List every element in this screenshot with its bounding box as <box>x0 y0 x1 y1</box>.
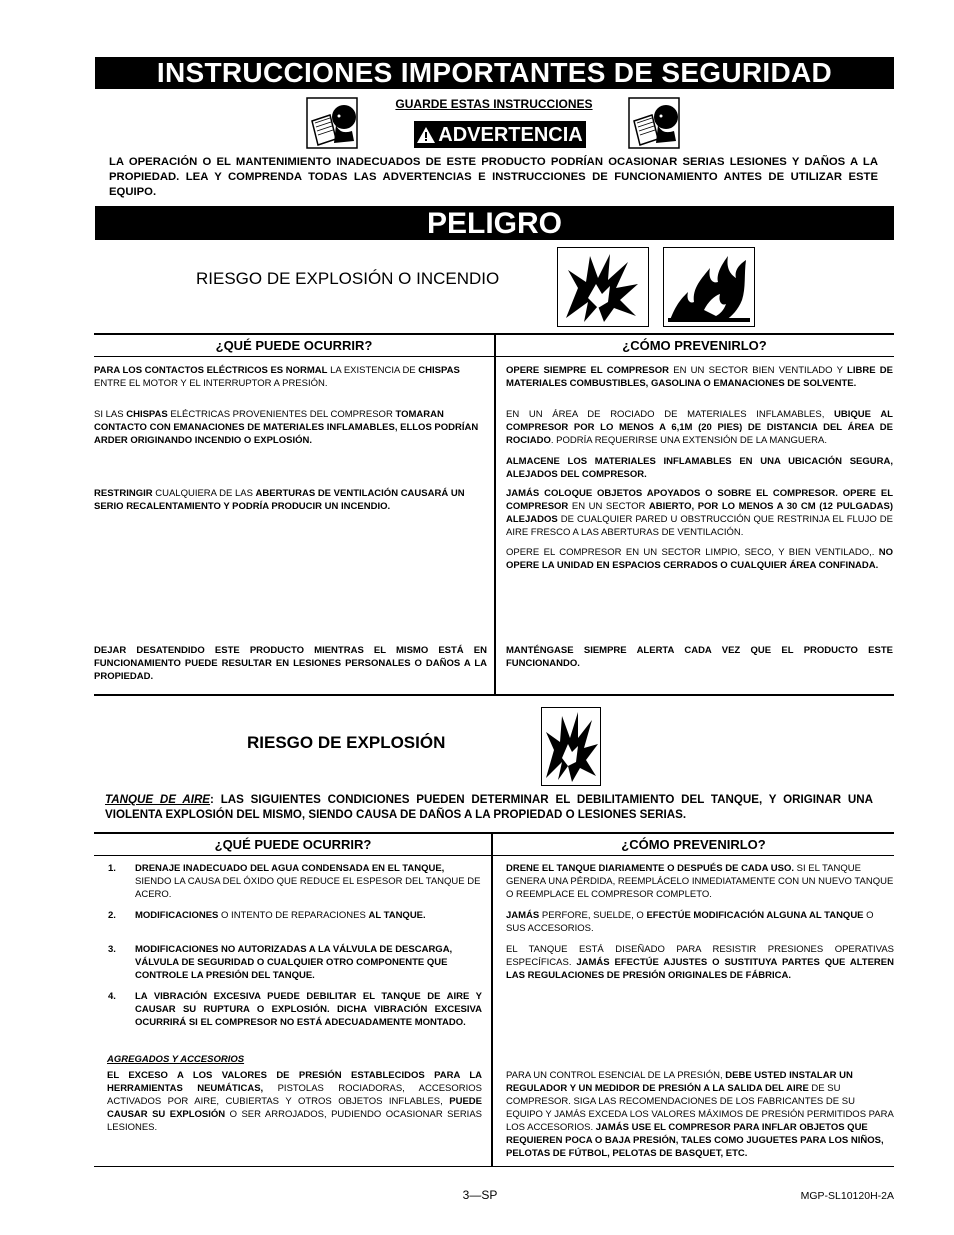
t2-num-4: 4. <box>108 991 116 1002</box>
t2-right-2: JAMÁS PERFORE, SUELDE, O EFECTÚE MODIFICACIÓN ALGUNA AL TANQUE O SUS ACCESORIOS. <box>506 910 874 934</box>
read-manual-icon-left <box>306 97 358 149</box>
table2-divider <box>491 833 493 1167</box>
table2-left-header: ¿QUÉ PUEDE OCURRIR? <box>214 837 372 852</box>
t2-right-3: EL TANQUE ESTÁ DISEÑADO PARA RESISTIR PRESIONES OPERATIVAS ESPECÍFICAS. JAMÁS EFECTÚE AJUSTES O SUSTITUYA PARTES QUE ALTEREN LAS REGULACIONES DE PRESIÓN ORIGINALES DE FÁBRICA. <box>506 944 894 981</box>
t1-left-1: PARA LOS CONTACTOS ELÉCTRICOS ES NORMAL LA EXISTENCIA DE CHISPAS ENTRE EL MOTOR Y EL INTERRUPTOR A PRESIÓN. <box>94 365 460 389</box>
explosion-icon-2 <box>541 707 601 786</box>
fire-icon <box>663 247 755 327</box>
tank-intro-text: : LAS SIGUIENTES CONDICIONES PUEDEN DETERMINAR EL DEBILITAMIENTO DEL TANQUE, Y ORIGINAR UNA VIOLENTA EXPLOSIÓN DEL MISMO, SIENDO CAUSA DE DAÑOS A LA PROPIEDAD O LESIONES SERIAS. <box>105 793 873 821</box>
t1-right-6: MANTÉNGASE SIEMPRE ALERTA CADA VEZ QUE EL PRODUCTO ESTE FUNCIONANDO. <box>506 645 893 669</box>
explosion-icon <box>557 247 649 327</box>
t2-left-5: EL EXCESO A LOS VALORES DE PRESIÓN ESTABLECIDOS PARA LA HERRAMIENTAS NEUMÁTICAS, PISTOLAS ROCIADORAS, ACCESORIOS ACTIVADOS POR AIRE, CUBIERTAS Y OTROS OBJETOS INFLABLES, PUEDE CAUSAR SU EXPLOSIÓN O SER ARROJADOS, PUDIENDO OCASIONAR SERIAS LESIONES. <box>107 1070 483 1133</box>
t1-right-2: EN UN ÁREA DE ROCIADO DE MATERIALES INFLAMABLES, UBIQUE AL COMPRESOR POR LO MENOS A 6,1M (20 PIES) DE DISTANCIA DEL ÁREA DE ROCIADO. PODRÍA REQUERIRSE UNA EXTENSIÓN DE LA MANGUERA. <box>506 409 893 446</box>
t2-left-2: MODIFICACIONES O INTENTO DE REPARACIONES AL TANQUE. <box>135 910 426 921</box>
t1-left-4: DEJAR DESATENDIDO ESTE PRODUCTO MIENTRAS EL MISMO ESTÁ EN FUNCIONAMIENTO PUEDE RESULTAR EN LESIONES PERSONALES O DAÑOS A LA PROPIEDAD. <box>94 645 487 682</box>
table1-right-header: ¿CÓMO PREVENIRLO? <box>622 338 767 353</box>
warning-label-text: ADVERTENCIA <box>438 124 583 146</box>
t2-num-3: 3. <box>108 944 116 955</box>
table2-header-rule <box>94 855 894 856</box>
table2-bottom-rule <box>94 1166 894 1167</box>
t2-right-4: PARA UN CONTROL ESENCIAL DE LA PRESIÓN, DEBE USTED INSTALAR UN REGULADOR Y UN MEDIDOR DE PRESIÓN A LA SALIDA DEL AIRE DE SU COMPRESOR. SIGA LAS RECOMENDACIONES DE LOS FABRICANTES DE SU EQUIPO Y JAMÁS EXCEDA LOS VALORES MÁXIMOS DE PRESIÓN PERMITIDOS PARA LOS ACCESORIOS. JAMÁS USE EL COMPRESOR PARA INFLAR OBJETOS QUE REQUIEREN POCA O BAJA PRESIÓN, TALES COMO JUGUETES PARA LOS NIÑOS, PELOTAS DE FÚTBOL, PELOTAS DE BASQUET, ETC. <box>506 1070 894 1159</box>
t2-right-1: DRENE EL TANQUE DIARIAMENTE O DESPUÉS DE CADA USO. SI EL TANQUE GENERA UNA PÉRDIDA, REEMPLÁCELO INMEDIATAMENTE CON UN NUEVO TANQUE O REEMPLACE EL COMPRESOR COMPLETO. <box>506 863 894 900</box>
tank-label: TANQUE DE AIRE <box>105 793 211 806</box>
t2-num-1: 1. <box>108 863 116 874</box>
t1-right-4: JAMÁS COLOQUE OBJETOS APOYADOS O SOBRE EL COMPRESOR. OPERE EL COMPRESOR EN UN SECTOR ABIERTO, POR LO MENOS A 30 CM (12 PULGADAS) ALEJADOS DE CUALQUIER PARED U OBSTRUCCIÓN QUE RESTRINJA EL FLUJO DE AIRE FRESCO A LAS ABERTURAS DE VENTILACIÓN. <box>506 488 893 538</box>
warning-triangle-icon <box>417 123 435 151</box>
warning-paragraph: LA OPERACIÓN O EL MANTENIMIENTO INADECUADOS DE ESTE PRODUCTO PODRÍAN OCASIONAR SERIAS LESIONES Y DAÑOS A LA PROPIEDAD. LEA Y COMPRENDA TODAS LAS ADVERTENCIAS E INSTRUCCIONES DE FUNCIONAMIENTO ANTES DE UTILIZAR ESTE EQUIPO. <box>109 156 878 198</box>
accessories-heading: AGREGADOS Y ACCESORIOS <box>107 1054 245 1065</box>
document-code: MGP-SL10120H-2A <box>800 1190 894 1202</box>
t2-left-3: MODIFICACIONES NO AUTORIZADAS A LA VÁLVULA DE DESCARGA, VÁLVULA DE SEGURIDAD O CUALQUIER OTRO COMPONENTE QUE CONTROLE LA PRESIÓN DEL TANQUE. <box>135 944 453 981</box>
tank-intro <box>105 792 873 822</box>
table2-top-rule <box>94 832 894 834</box>
t1-left-3: RESTRINGIR CUALQUIERA DE LAS ABERTURAS DE VENTILACIÓN CAUSARÁ UN SERIO RECALENTAMIENTO Y PODRÍA PRODUCIR UN INCENDIO. <box>94 488 465 512</box>
page-title: INSTRUCCIONES IMPORTANTES DE SEGURIDAD <box>95 57 894 89</box>
t1-left-2: SI LAS CHISPAS ELÉCTRICAS PROVENIENTES DEL COMPRESOR TOMARAN CONTACTO CON EMANACIONES DE MATERIALES INFLAMABLES, ELLOS PODRÍAN ARDER ORIGINANDO INCENDIO O EXPLOSIÓN. <box>94 409 479 446</box>
t2-num-2: 2. <box>108 910 116 921</box>
t2-left-1: DRENAJE INADECUADO DEL AGUA CONDENSADA EN EL TANQUE, SIENDO LA CAUSA DEL ÓXIDO QUE REDUCE EL ESPESOR DEL TANQUE DE ACERO. <box>135 863 481 900</box>
table1-left-header: ¿QUÉ PUEDE OCURRIR? <box>215 338 373 353</box>
t1-right-5: OPERE EL COMPRESOR EN UN SECTOR LIMPIO, SECO, Y BIEN VENTILADO,. NO OPERE LA UNIDAD EN ESPACIOS CERRADOS O CUALQUIER ÁREA CONFINADA. <box>506 547 893 571</box>
danger-banner: PELIGRO <box>95 206 894 240</box>
t2-left-4: LA VIBRACIÓN EXCESIVA PUEDE DEBILITAR EL TANQUE DE AIRE Y CAUSAR SU RUPTURA O EXPLOSIÓN. DICHA VIBRACIÓN EXCESIVA OCURRIRÁ SI EL COMPRESOR NO ESTÁ ADECUADAMENTE MONTADO. <box>135 991 482 1028</box>
section-explosion-heading: RIESGO DE EXPLOSIÓN <box>247 733 446 752</box>
read-manual-icon-right <box>628 97 680 149</box>
table2-right-header: ¿CÓMO PREVENIRLO? <box>621 837 766 852</box>
save-instructions-text: GUARDE ESTAS INSTRUCCIONES <box>395 97 593 111</box>
section-fire-explosion-heading: RIESGO DE EXPLOSIÓN O INCENDIO <box>196 269 500 288</box>
warning-label <box>414 121 586 148</box>
table1-divider <box>494 334 496 695</box>
page-number: 3—SP <box>462 1188 498 1202</box>
t1-right-1: OPERE SIEMPRE EL COMPRESOR EN UN SECTOR BIEN VENTILADO Y LIBRE DE MATERIALES COMBUSTIBLES, GASOLINA O EMANACIONES DE SOLVENTE. <box>506 365 893 389</box>
t1-right-3: ALMACENE LOS MATERIALES INFLAMABLES EN UNA UBICACIÓN SEGURA, ALEJADOS DEL COMPRESOR. <box>506 456 893 480</box>
table1-bottom-rule <box>94 694 894 696</box>
